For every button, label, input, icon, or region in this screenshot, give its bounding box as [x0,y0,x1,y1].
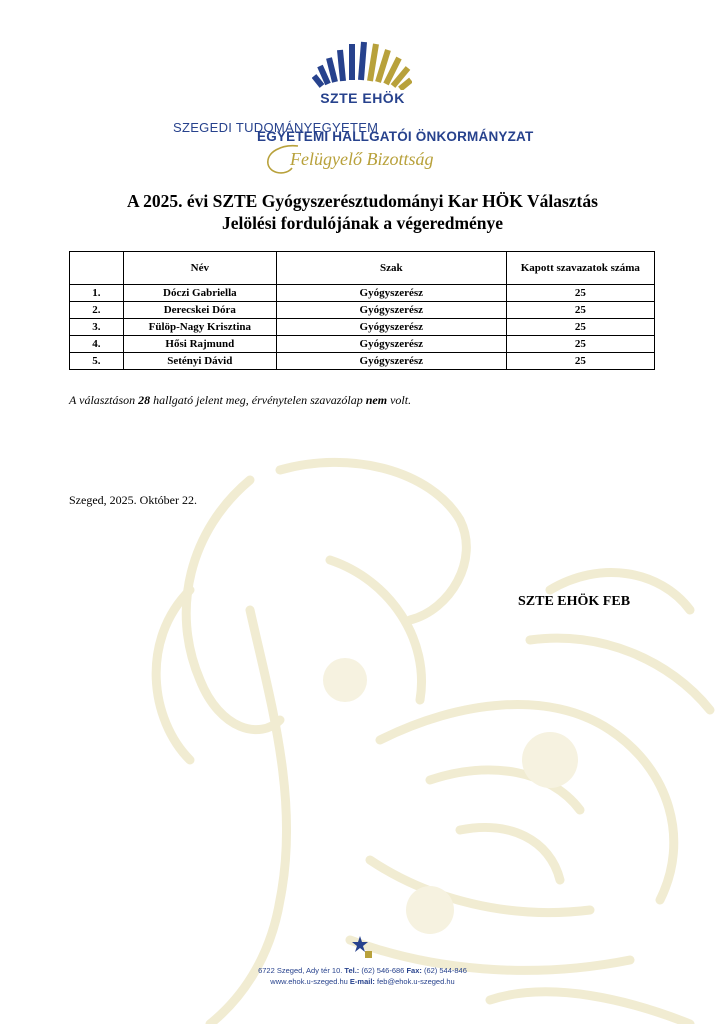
footer-email-label: E-mail: [349,977,375,986]
header-name: Név [123,252,276,285]
header-number [70,252,124,285]
candidate-major: Gyógyszerész [276,336,506,353]
table-row [70,285,655,302]
footer-email-link[interactable]: feb@ehok.u-szeged.hu [377,977,455,986]
footer-fax: (62) 544-846 [423,966,467,975]
footer-fax-label: Fax: [406,966,422,975]
table-row [70,319,655,336]
document-title-line-1: A 2025. évi SZTE Gyógyszerésztudományi Kar HÖK Választás [127,191,598,211]
candidate-name: Setényi Dávid [123,353,276,370]
vote-count: 25 [506,302,654,319]
table-row [70,336,655,353]
logo-text: SZTE EHÖK [320,90,405,106]
row-number: 3. [70,319,124,336]
vote-count: 25 [506,353,654,370]
candidate-name: Fülöp-Nagy Krisztina [123,319,276,336]
results-table [69,251,655,370]
griffin-watermark [130,440,725,1024]
footer-tel: (62) 546-686 [361,966,405,975]
summary-text-3: volt. [387,393,412,407]
candidate-major: Gyógyszerész [276,285,506,302]
student-union-name: EGYETEMI HALLGATÓI ÖNKORMÁNYZAT [257,129,534,144]
university-name: SZEGEDI TUDOMÁNYEGYETEM [173,120,379,135]
table-header-row [70,252,655,285]
row-number: 5. [70,353,124,370]
footer-tel-label: Tel.: [344,966,360,975]
candidate-name: Derecskei Dóra [123,302,276,319]
footer-contact-line-2 [0,977,725,986]
szte-ehok-logo-icon [312,38,412,90]
vote-count: 25 [506,285,654,302]
footer-web-link[interactable]: www.ehok.u-szeged.hu [270,977,348,986]
summary-text-2: hallgató jelent meg, érvénytelen szavazólap [150,393,366,407]
attendee-count: 28 [138,393,151,407]
header-votes: Kapott szavazatok száma [506,252,654,285]
candidate-major: Gyógyszerész [276,319,506,336]
document-title-line-2: Jelölési fordulójának a végeredménye [221,213,504,233]
candidate-name: Hősi Rajmund [123,336,276,353]
table-row [70,302,655,319]
candidate-major: Gyógyszerész [276,302,506,319]
signature: SZTE EHÖK FEB [518,594,631,609]
summary-text-1: A választáson [69,393,139,407]
footer-contact-line-1 [0,966,725,975]
table-row [70,353,655,370]
footer-address: 6722 Szeged, Ady tér 10. [258,966,343,975]
document-date: Szeged, 2025. Október 22. [69,493,197,507]
row-number: 1. [70,285,124,302]
header-major: Szak [276,252,506,285]
row-number: 2. [70,302,124,319]
candidate-name: Dóczi Gabriella [123,285,276,302]
supervisory-board-name: Felügyelő Bizottság [290,149,434,169]
summary-emphasis: nem [365,393,388,407]
row-number: 4. [70,336,124,353]
candidate-major: Gyógyszerész [276,353,506,370]
vote-count: 25 [506,336,654,353]
star-logo-icon [352,936,374,960]
turnout-summary [69,393,411,408]
vote-count: 25 [506,319,654,336]
